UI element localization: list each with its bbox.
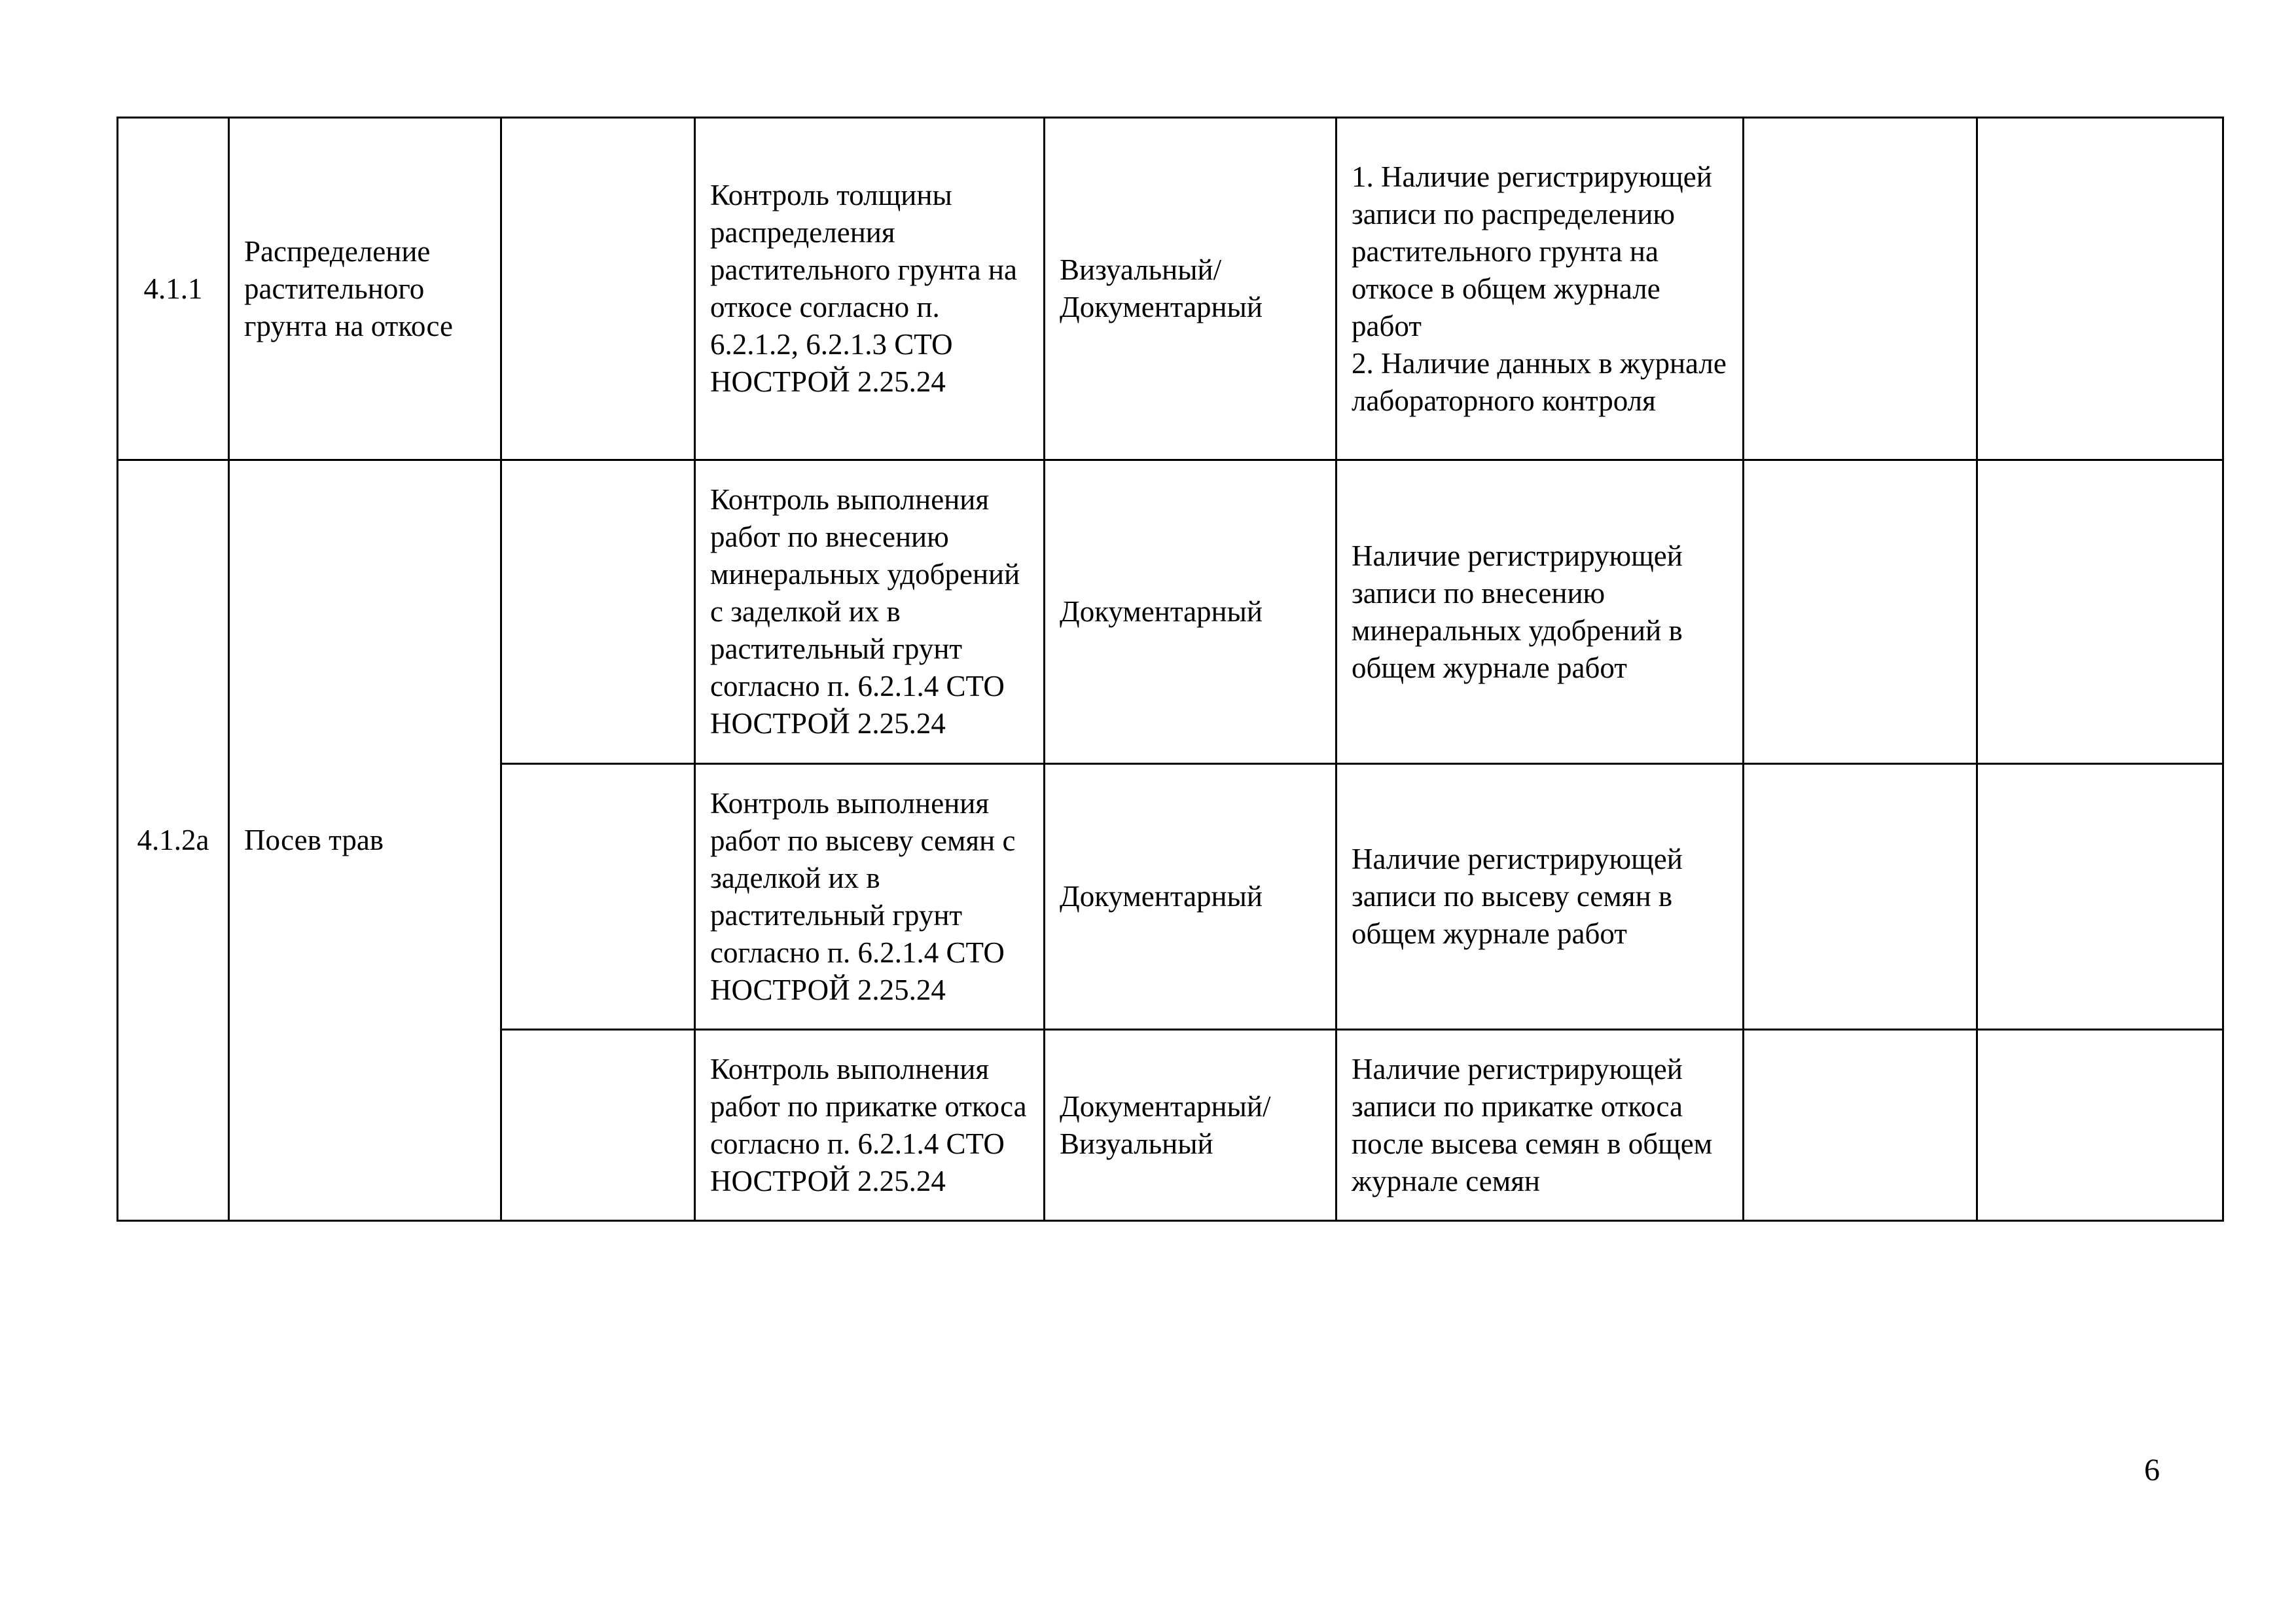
control-method-cell: Документарный [1045, 460, 1336, 764]
control-method-cell: Документарный [1045, 764, 1336, 1030]
blank-cell [501, 118, 695, 460]
inspection-table [117, 117, 2224, 1222]
table-row [118, 118, 2223, 460]
control-description-cell: Контроль выполнения работ по высеву семян с заделкой их в растительный грунт согласно п. 6.2.1.4 СТО НОСТРОЙ 2.25.24 [695, 764, 1045, 1030]
blank-cell [1977, 118, 2223, 460]
control-description-cell: Контроль толщины распределения растительного грунта на откосе согласно п. 6.2.1.2, 6.2.1.3 СТО НОСТРОЙ 2.25.24 [695, 118, 1045, 460]
control-description-cell: Контроль выполнения работ по прикатке откоса согласно п. 6.2.1.4 СТО НОСТРОЙ 2.25.24 [695, 1030, 1045, 1221]
work-name-cell: Распределение растительного грунта на откосе [229, 118, 501, 460]
control-description-cell: Контроль выполнения работ по внесению минеральных удобрений с заделкой их в растительный грунт согласно п. 6.2.1.4 СТО НОСТРОЙ 2.25.24 [695, 460, 1045, 764]
blank-cell [1744, 118, 1977, 460]
blank-cell [1977, 460, 2223, 764]
page-number: 6 [2144, 1453, 2160, 1487]
table-row [118, 460, 2223, 764]
work-name-cell: Посев трав [229, 460, 501, 1221]
blank-cell [1744, 764, 1977, 1030]
blank-cell [1977, 1030, 2223, 1221]
blank-cell [501, 764, 695, 1030]
evidence-cell: 1. Наличие регистрирующей записи по распределению растительного грунта на откосе в общем журнале работ 2. Наличие данных в журнале лабораторного контроля [1336, 118, 1744, 460]
blank-cell [501, 460, 695, 764]
evidence-cell: Наличие регистрирующей записи по прикатке откоса после высева семян в общем журнале семян [1336, 1030, 1744, 1221]
blank-cell [1744, 1030, 1977, 1221]
control-method-cell: Документарный/ Визуальный [1045, 1030, 1336, 1221]
evidence-cell: Наличие регистрирующей записи по высеву семян в общем журнале работ [1336, 764, 1744, 1030]
control-method-cell: Визуальный/ Документарный [1045, 118, 1336, 460]
evidence-cell: Наличие регистрирующей записи по внесению минеральных удобрений в общем журнале работ [1336, 460, 1744, 764]
item-number-cell: 4.1.2а [118, 460, 229, 1221]
item-number-cell: 4.1.1 [118, 118, 229, 460]
blank-cell [1744, 460, 1977, 764]
blank-cell [501, 1030, 695, 1221]
blank-cell [1977, 764, 2223, 1030]
